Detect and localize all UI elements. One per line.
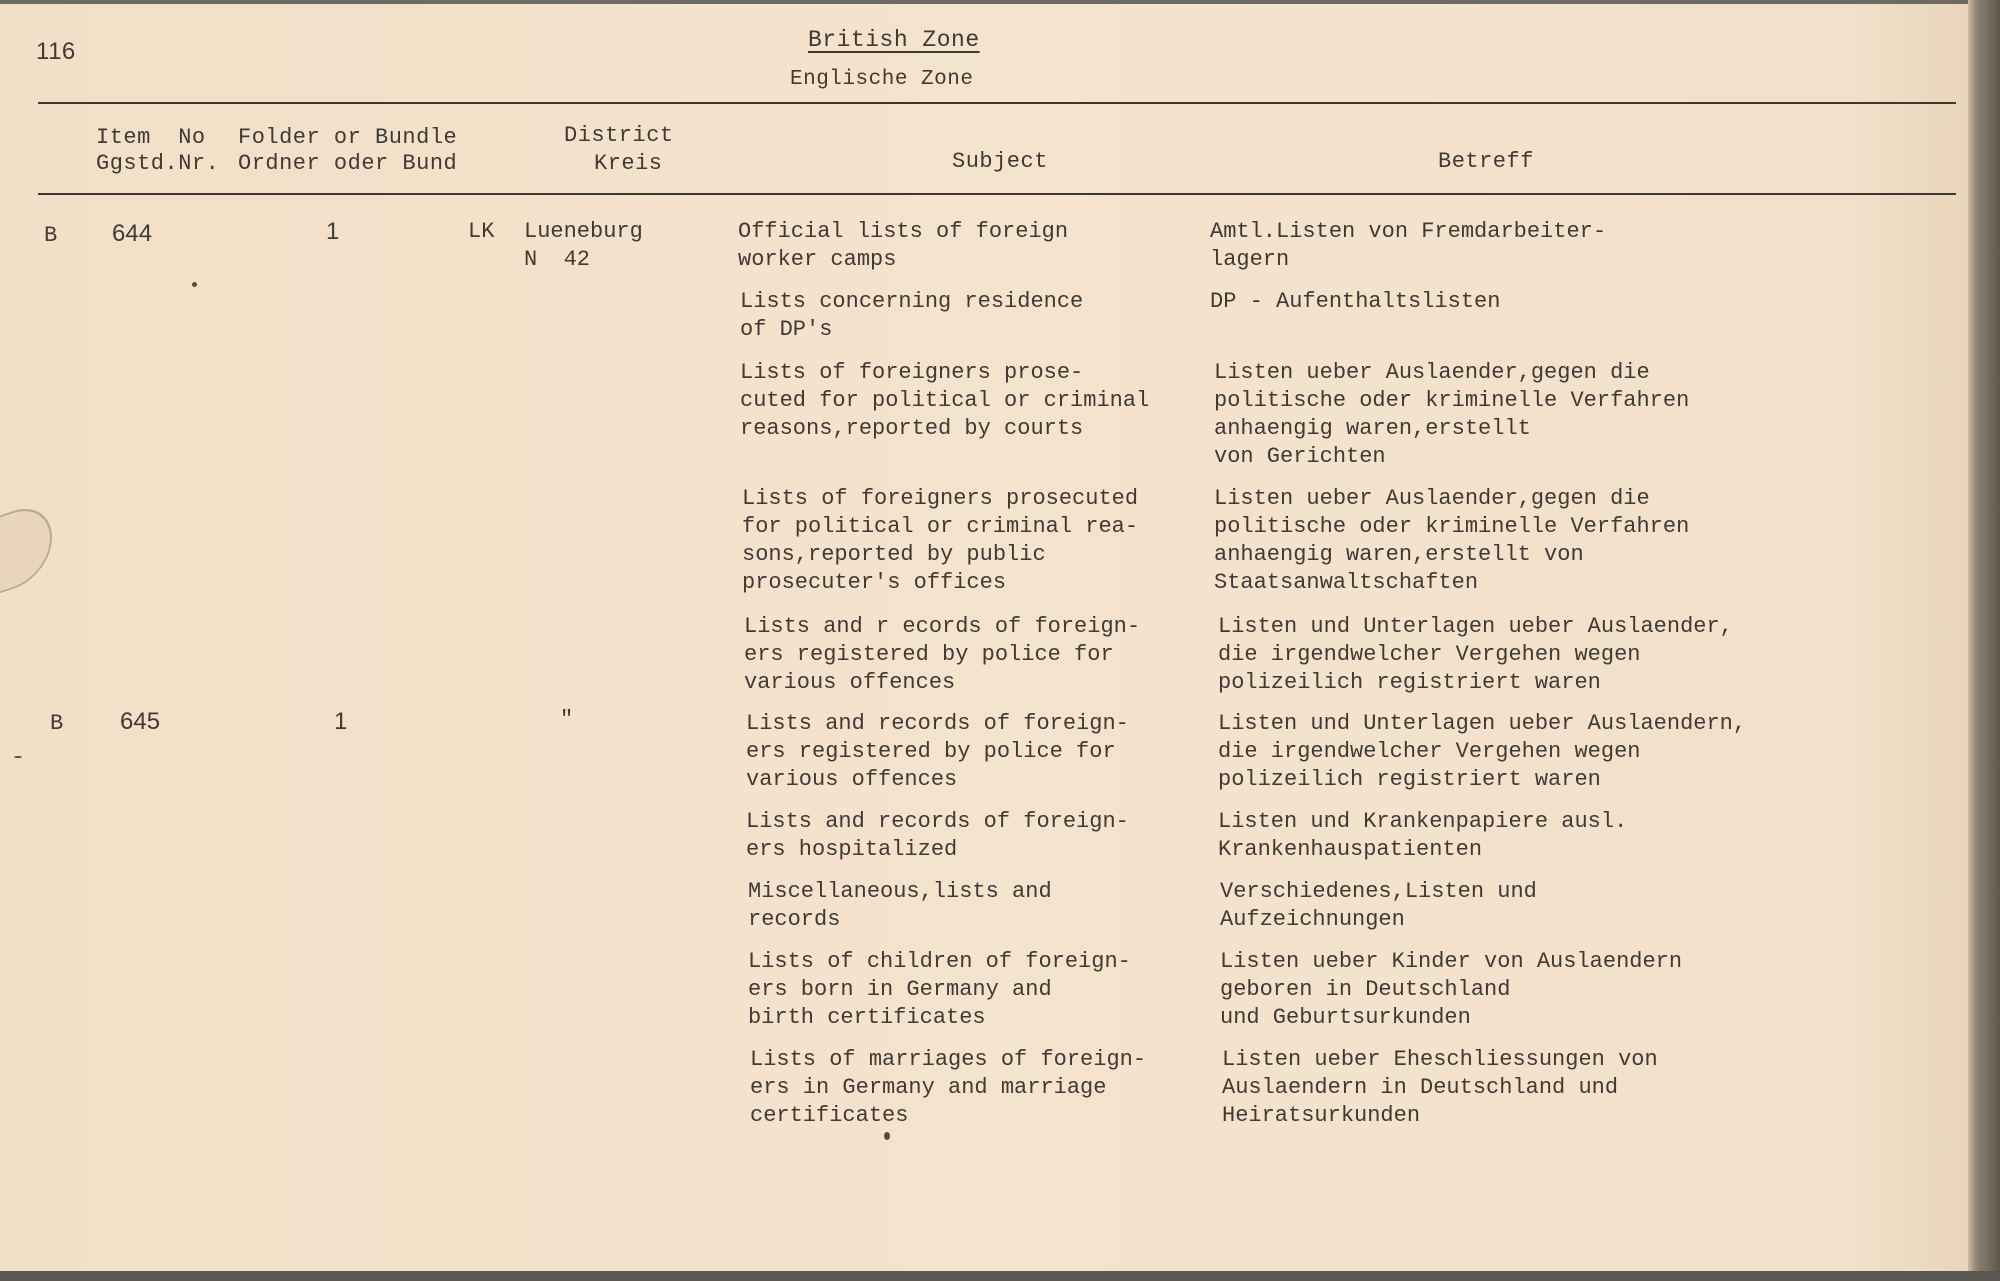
betreff-entry: Verschiedenes,Listen und Aufzeichnungen (1220, 879, 1537, 932)
subject-entry: Lists of marriages of foreign- ers in Germany and marriage certificates (750, 1047, 1147, 1128)
subject-entry: Lists of foreigners prose- cuted for political or criminal reasons,reported by courts (740, 360, 1150, 441)
subject-entry: Lists and r ecords of foreign- ers registered by police for various offences (744, 614, 1141, 695)
subject-entry: Lists of foreigners prosecuted for political or criminal rea- sons,reported by public prosecuter's offices (742, 486, 1139, 595)
item-series: B (44, 223, 58, 248)
page-subtitle: Englische Zone (790, 68, 974, 91)
col-header-folder-en: Folder or Bundle (238, 125, 458, 150)
col-header-item-no-en: Item No (96, 125, 206, 150)
col-header-district-de: Kreis (594, 151, 663, 176)
betreff-entry: Listen und Unterlagen ueber Auslaendern, die irgendwelcher Vergehen wegen polizeilich registriert waren (1218, 711, 1747, 792)
col-header-district-en: District (564, 123, 674, 148)
ink-speck (884, 1132, 890, 1140)
subject-entry: Miscellaneous,lists and records (748, 879, 1052, 932)
punch-hole (0, 498, 52, 599)
betreff-entry: Listen ueber Auslaender,gegen die politische oder kriminelle Verfahren anhaengig waren,erstellt von Gerichten (1214, 360, 1690, 469)
page-number: 116 (36, 38, 76, 65)
folder-number: 1 (326, 218, 340, 245)
subject-entry: Lists concerning residence of DP's (740, 289, 1084, 342)
page-title: British Zone (808, 27, 980, 53)
district-name: Lueneburg (524, 219, 643, 244)
betreff-entry: Listen ueber Kinder von Auslaendern geboren in Deutschland und Geburtsurkunden (1220, 949, 1683, 1030)
header-rule-top (38, 102, 1956, 104)
scan-edge-right (1968, 0, 2000, 1281)
district-ditto: " (560, 707, 574, 732)
col-header-folder-de: Ordner oder Bund (238, 151, 458, 176)
header-rule-bottom (38, 193, 1956, 195)
district-code: N 42 (524, 247, 591, 272)
item-number: 645 (120, 708, 161, 735)
col-header-item-no-de: Ggstd.Nr. (96, 151, 220, 176)
betreff-entry: Listen und Unterlagen ueber Auslaender, die irgendwelcher Vergehen wegen polizeilich registriert waren (1218, 614, 1733, 695)
betreff-entry: Amtl.Listen von Fremdarbeiter- lagern (1210, 219, 1607, 272)
subject-entry: Official lists of foreign worker camps (738, 219, 1069, 272)
scan-edge-bottom (0, 1271, 2000, 1281)
col-header-subject: Subject (952, 149, 1048, 174)
subject-entry: Lists of children of foreign- ers born in Germany and birth certificates (748, 949, 1131, 1030)
ink-speck (14, 756, 22, 758)
betreff-entry: Listen und Krankenpapiere ausl. Krankenhauspatienten (1218, 809, 1628, 862)
document-page (0, 4, 1968, 1271)
betreff-entry: Listen ueber Auslaender,gegen die politische oder kriminelle Verfahren anhaengig waren,erstellt von Staatsanwaltschaften (1214, 486, 1690, 595)
col-header-betreff: Betreff (1438, 149, 1534, 174)
betreff-entry: Listen ueber Eheschliessungen von Auslaendern in Deutschland und Heiratsurkunden (1222, 1047, 1658, 1128)
district-prefix: LK (468, 219, 495, 244)
ink-speck (192, 282, 197, 287)
item-number: 644 (112, 220, 153, 247)
betreff-entry: DP - Aufenthaltslisten (1210, 289, 1501, 314)
item-series: B (50, 711, 64, 736)
folder-number: 1 (334, 708, 348, 735)
subject-entry: Lists and records of foreign- ers registered by police for various offences (746, 711, 1129, 792)
subject-entry: Lists and records of foreign- ers hospitalized (746, 809, 1129, 862)
